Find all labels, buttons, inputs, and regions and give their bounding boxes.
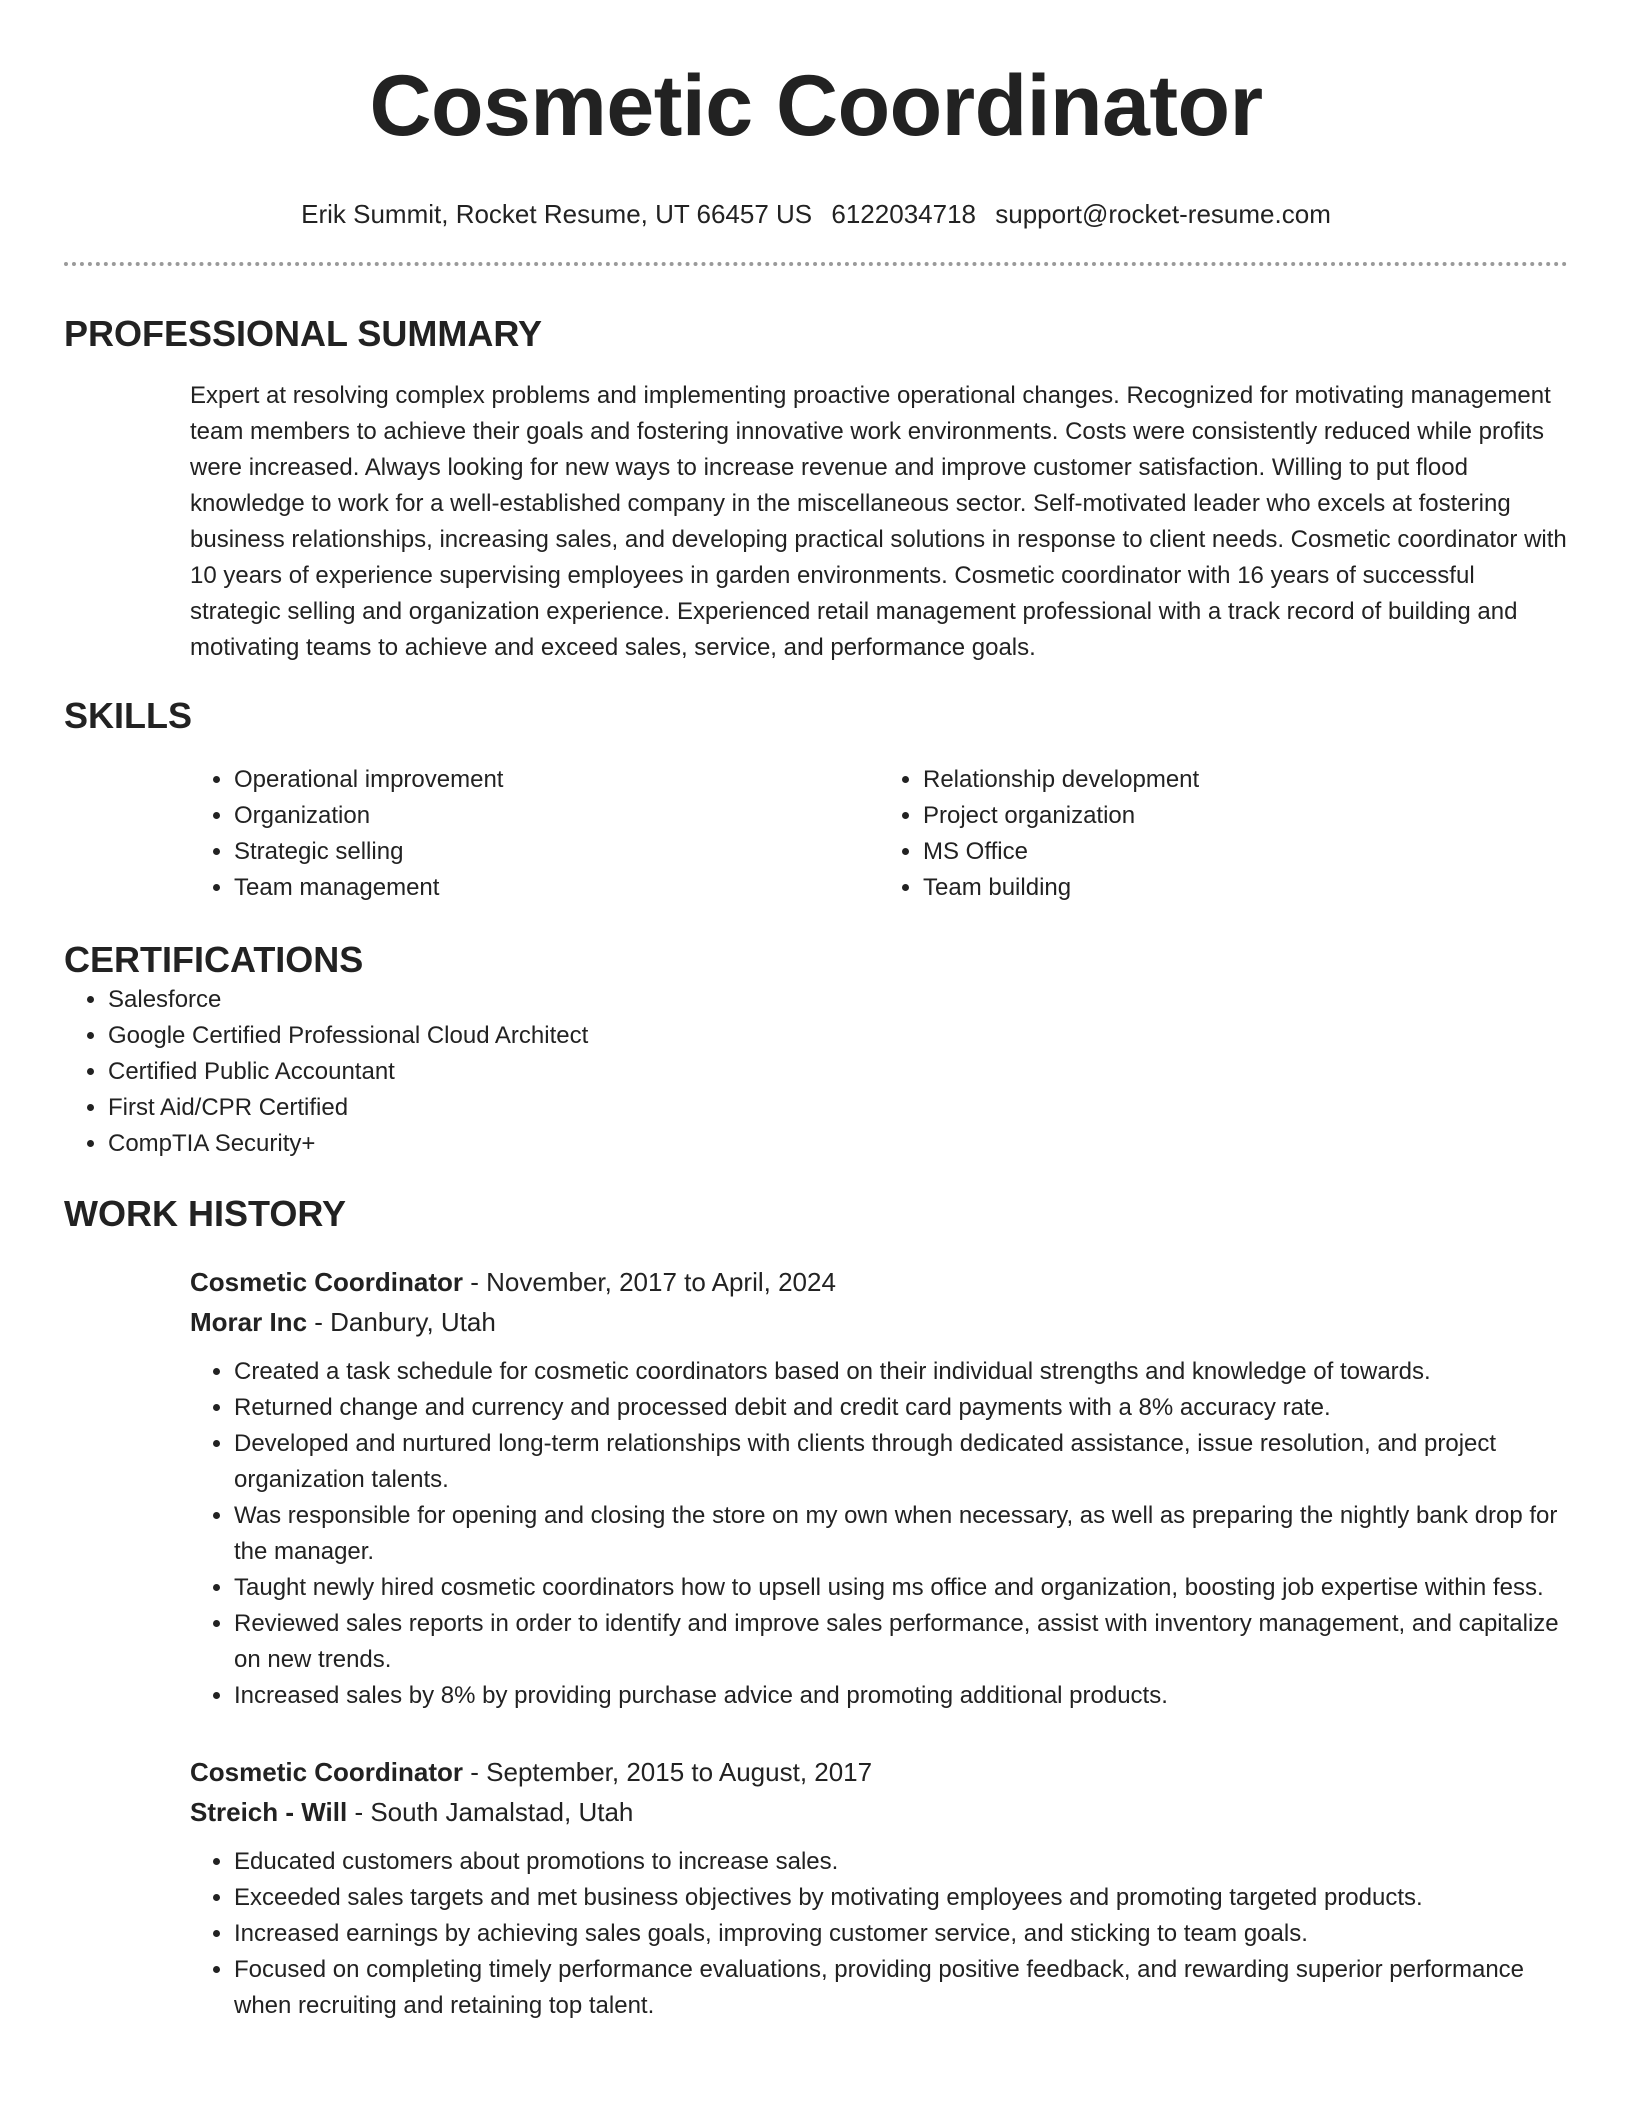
skill-item: • Organization bbox=[234, 798, 879, 834]
job-entry-2 bbox=[190, 1752, 1568, 2024]
job-location: - South Jamalstad, Utah bbox=[347, 1797, 634, 1827]
certifications-list bbox=[64, 982, 1568, 1162]
contact-line bbox=[64, 198, 1568, 230]
skill-item: • Project organization bbox=[923, 798, 1568, 834]
skills-heading: SKILLS bbox=[64, 695, 193, 736]
job-role: Cosmetic Coordinator bbox=[190, 1267, 464, 1297]
work-history-heading: WORK HISTORY bbox=[64, 1193, 347, 1234]
certifications-heading: CERTIFICATIONS bbox=[64, 939, 364, 980]
skills-list-left bbox=[190, 762, 879, 906]
job-bullet: • Exceeded sales targets and met business objectives by motivating employees and promoting targeted products. bbox=[234, 1880, 1568, 1916]
skill-item: • MS Office bbox=[923, 834, 1568, 870]
contact-email[interactable]: support@rocket-resume.com bbox=[995, 199, 1331, 229]
job-company-line bbox=[190, 1792, 1568, 1832]
resume-title: Cosmetic Coordinator bbox=[369, 58, 1263, 154]
summary-text: Expert at resolving complex problems and implementing proactive operational changes. Recognized for motivating management team members to achieve their goals and fostering innovative work environments. Costs were consistently reduced while profits were increased. Always looking for new ways to increase revenue and improve customer satisfaction. Willing to put flood knowledge to work for a well-established company in the miscellaneous sector. Self-motivated leader who excels at fostering business relationships, increasing sales, and developing practical solutions in response to client needs. Cosmetic coordinator with 10 years of experience supervising employees in garden environments. Cosmetic coordinator with 16 years of successful strategic selling and organization experience. Experienced retail management professional with a track record of building and motivating teams to achieve and exceed sales, service, and performance goals. bbox=[190, 382, 1567, 661]
job-bullet: • Taught newly hired cosmetic coordinators how to upsell using ms office and organization, boosting job expertise within fess. bbox=[234, 1570, 1568, 1606]
job-bullet: • Increased sales by 8% by providing purchase advice and promoting additional products. bbox=[234, 1678, 1568, 1714]
job-bullet: • Educated customers about promotions to increase sales. bbox=[234, 1844, 1568, 1880]
job-role: Cosmetic Coordinator bbox=[190, 1757, 464, 1787]
job-bullet: • Was responsible for opening and closing the store on my own when necessary, as well as preparing the nightly bank drop for the manager. bbox=[234, 1498, 1568, 1570]
job-entry-1 bbox=[190, 1262, 1568, 1714]
skills-list-right bbox=[879, 762, 1568, 906]
skill-item: • Team management bbox=[234, 870, 879, 906]
job-bullet: • Increased earnings by achieving sales goals, improving customer service, and sticking to team goals. bbox=[234, 1916, 1568, 1952]
job-bullet: • Created a task schedule for cosmetic coordinators based on their individual strengths and knowledge of towards. bbox=[234, 1354, 1568, 1390]
job-bullet: • Reviewed sales reports in order to identify and improve sales performance, assist with inventory management, and capitalize on new trends. bbox=[234, 1606, 1568, 1678]
job-title-line bbox=[190, 1262, 1568, 1302]
job-bullet: • Focused on completing timely performance evaluations, providing positive feedback, and rewarding superior performance when recruiting and retaining top talent. bbox=[234, 1952, 1568, 2024]
job-bullet: • Developed and nurtured long-term relationships with clients through dedicated assistance, issue resolution, and project organization talents. bbox=[234, 1426, 1568, 1498]
contact-phone[interactable]: 6122034718 bbox=[831, 199, 976, 229]
certification-item: • Google Certified Professional Cloud Architect bbox=[108, 1018, 1568, 1054]
job-company-line bbox=[190, 1302, 1568, 1342]
skill-item: • Strategic selling bbox=[234, 834, 879, 870]
job-title-line bbox=[190, 1752, 1568, 1792]
contact-address: Erik Summit, Rocket Resume, UT 66457 US bbox=[301, 199, 813, 229]
job-bullets bbox=[190, 1354, 1568, 1714]
header-divider bbox=[64, 262, 1568, 266]
certification-item: • First Aid/CPR Certified bbox=[108, 1090, 1568, 1126]
summary-heading: PROFESSIONAL SUMMARY bbox=[64, 313, 543, 354]
job-dates: - November, 2017 to April, 2024 bbox=[463, 1267, 836, 1297]
skill-item: • Relationship development bbox=[923, 762, 1568, 798]
certification-item: • CompTIA Security+ bbox=[108, 1126, 1568, 1162]
job-dates: - September, 2015 to August, 2017 bbox=[463, 1757, 873, 1787]
certification-item: • Salesforce bbox=[108, 982, 1568, 1018]
certification-item: • Certified Public Accountant bbox=[108, 1054, 1568, 1090]
job-company: Streich - Will bbox=[190, 1797, 348, 1827]
job-company: Morar Inc bbox=[190, 1307, 308, 1337]
skill-item: • Team building bbox=[923, 870, 1568, 906]
skill-item: • Operational improvement bbox=[234, 762, 879, 798]
job-bullets bbox=[190, 1844, 1568, 2024]
job-bullet: • Returned change and currency and processed debit and credit card payments with a 8% accuracy rate. bbox=[234, 1390, 1568, 1426]
skills-grid bbox=[190, 762, 1568, 906]
job-location: - Danbury, Utah bbox=[307, 1307, 496, 1337]
